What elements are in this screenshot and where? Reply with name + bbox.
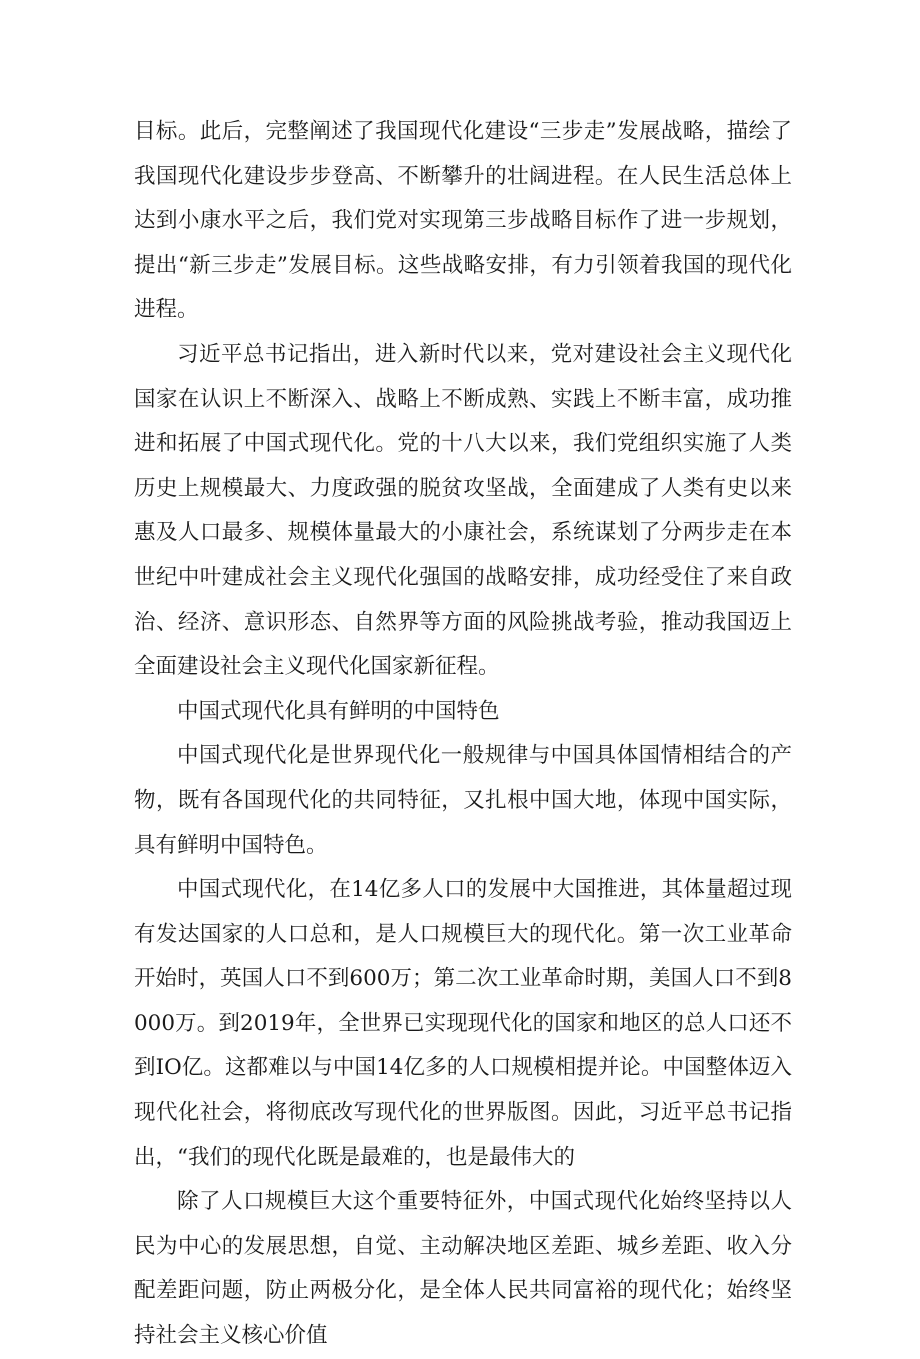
- paragraph-2: 习近平总书记指出，进入新时代以来，党对建设社会主义现代化国家在认识上不断深入、战略上不断成熟、实践上不断丰富，成功推进和拓展了中国式现代化。党的十八大以来，我们党组织实施了人类历史上规模最大、力度政强的脱贫攻坚战，全面建成了人类有史以来惠及人口最多、规模体量最大的小康社会，系统谋划了分两步走在本世纪中叶建成社会主义现代化强国的战略安排，成功经受住了来自政治、经济、意识形态、自然界等方面的风险挑战考验，推动我国迈上全面建设社会主义现代化国家新征程。: [134, 341, 792, 680]
- document-body: [134, 110, 792, 1359]
- paragraph-4: 中国式现代化，在14亿多人口的发展中大国推进，其体量超过现有发达国家的人口总和，是人口规模巨大的现代化。第一次工业革命开始时，英国人口不到600万；第二次工业革命时期，美国人口不到8000万。到2019年，全世界已实现现代化的国家和地区的总人口还不到IO亿。这都难以与中国14亿多的人口规模相提并论。中国整体迈入现代化社会，将彻底改写现代化的世界版图。因此，习近平总书记指出，“我们的现代化既是最难的，也是最伟大的: [134, 877, 792, 1170]
- paragraph-3: 中国式现代化是世界现代化一般规律与中国具体国情相结合的产物，既有各国现代化的共同特征，又扎根中国大地，体现中国实际，具有鲜明中国特色。: [134, 743, 792, 858]
- section-heading: 中国式现代化具有鲜明的中国特色: [177, 698, 500, 724]
- paragraph-1: 目标。此后，完整阐述了我国现代化建设“三步走”发展战略，描绘了我国现代化建设步步登高、不断攀升的壮阔进程。在人民生活总体上达到小康水平之后，我们党对实现第三步战略目标作了进一步规划，提出“新三步走”发展目标。这些战略安排，有力引领着我国的现代化进程。: [134, 119, 792, 323]
- paragraph-5: 除了人口规模巨大这个重要特征外，中国式现代化始终坚持以人民为中心的发展思想，自觉、主动解决地区差距、城乡差距、收入分配差距问题，防止两极分化，是全体人民共同富裕的现代化；始终坚持社会主义核心价值: [134, 1189, 792, 1349]
